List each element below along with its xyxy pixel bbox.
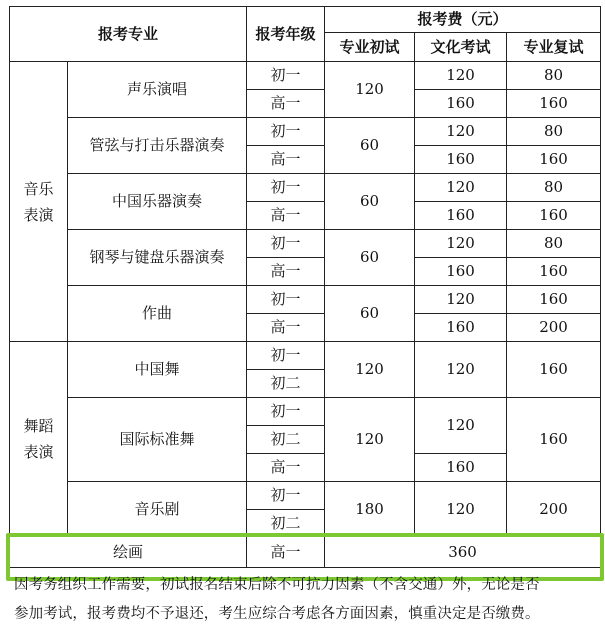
major-name: 音乐剧 bbox=[68, 482, 247, 537]
table-row bbox=[10, 230, 601, 258]
grade-cell: 初二 bbox=[247, 426, 325, 454]
grade-cell: 高一 bbox=[247, 202, 325, 230]
table-row-painting bbox=[10, 537, 601, 568]
grade-cell: 高一 bbox=[247, 90, 325, 118]
notice-line-1: 因考务组织工作需要，初试报名结束后除不可抗力因素（不含交通）外，无论是否 bbox=[14, 577, 540, 593]
culture-fee: 160 bbox=[415, 90, 507, 118]
group-dance: 舞蹈表演 bbox=[10, 342, 68, 537]
retest-fee: 160 bbox=[507, 398, 601, 482]
header-fee: 报考费（元） bbox=[325, 7, 601, 33]
prelim-fee: 120 bbox=[325, 62, 415, 118]
table-row bbox=[10, 286, 601, 314]
retest-fee: 160 bbox=[507, 258, 601, 286]
table-row bbox=[10, 482, 601, 510]
table-row bbox=[10, 342, 601, 370]
table-row bbox=[10, 62, 601, 90]
grade-cell: 初一 bbox=[247, 174, 325, 202]
culture-fee: 160 bbox=[415, 314, 507, 342]
prelim-fee: 120 bbox=[325, 342, 415, 398]
culture-fee: 120 bbox=[415, 230, 507, 258]
major-name: 中国舞 bbox=[68, 342, 247, 398]
notice-line-2: 参加考试，报考费均不予退还，考生应综合考虑各方面因素，慎重决定是否缴费。 bbox=[14, 606, 540, 622]
major-name: 中国乐器演奏 bbox=[68, 174, 247, 230]
grade-cell: 初一 bbox=[247, 118, 325, 146]
retest-fee: 80 bbox=[507, 230, 601, 258]
major-name: 国际标准舞 bbox=[68, 398, 247, 482]
prelim-fee: 60 bbox=[325, 174, 415, 230]
grade-cell: 高一 bbox=[247, 146, 325, 174]
retest-fee: 200 bbox=[507, 314, 601, 342]
culture-fee: 120 bbox=[415, 482, 507, 537]
retest-fee: 160 bbox=[507, 286, 601, 314]
retest-fee: 200 bbox=[507, 482, 601, 537]
culture-fee: 120 bbox=[415, 62, 507, 90]
header-culture: 文化考试 bbox=[415, 33, 507, 62]
header-prelim: 专业初试 bbox=[325, 33, 415, 62]
retest-fee: 160 bbox=[507, 146, 601, 174]
grade-cell: 初二 bbox=[247, 510, 325, 537]
culture-fee: 120 bbox=[415, 174, 507, 202]
culture-fee: 160 bbox=[415, 146, 507, 174]
retest-fee: 80 bbox=[507, 118, 601, 146]
retest-fee: 160 bbox=[507, 202, 601, 230]
retest-fee: 160 bbox=[507, 90, 601, 118]
culture-fee: 160 bbox=[415, 454, 507, 482]
prelim-fee: 60 bbox=[325, 118, 415, 174]
retest-fee: 80 bbox=[507, 62, 601, 90]
retest-fee: 80 bbox=[507, 174, 601, 202]
grade-cell: 初一 bbox=[247, 482, 325, 510]
header-retest: 专业复试 bbox=[507, 33, 601, 62]
grade-cell: 高一 bbox=[247, 537, 325, 568]
header-grade: 报考年级 bbox=[247, 7, 325, 62]
grade-cell: 初一 bbox=[247, 230, 325, 258]
culture-fee: 120 bbox=[415, 398, 507, 454]
fee-table bbox=[9, 6, 601, 568]
group-music: 音乐表演 bbox=[10, 62, 68, 342]
prelim-fee: 60 bbox=[325, 286, 415, 342]
culture-fee: 160 bbox=[415, 258, 507, 286]
culture-fee: 120 bbox=[415, 118, 507, 146]
grade-cell: 初一 bbox=[247, 398, 325, 426]
major-name: 钢琴与键盘乐器演奏 bbox=[68, 230, 247, 286]
major-name: 声乐演唱 bbox=[68, 62, 247, 118]
table-row bbox=[10, 118, 601, 146]
grade-cell: 高一 bbox=[247, 258, 325, 286]
grade-cell: 初一 bbox=[247, 342, 325, 370]
retest-fee: 160 bbox=[507, 342, 601, 398]
culture-fee: 160 bbox=[415, 202, 507, 230]
grade-cell: 初一 bbox=[247, 62, 325, 90]
header-major: 报考专业 bbox=[10, 7, 247, 62]
grade-cell: 初二 bbox=[247, 370, 325, 398]
prelim-fee: 120 bbox=[325, 398, 415, 482]
culture-fee: 120 bbox=[415, 342, 507, 398]
table-row bbox=[10, 398, 601, 426]
prelim-fee: 60 bbox=[325, 230, 415, 286]
culture-fee: 120 bbox=[415, 286, 507, 314]
grade-cell: 高一 bbox=[247, 454, 325, 482]
prelim-fee: 180 bbox=[325, 482, 415, 537]
major-name: 绘画 bbox=[10, 537, 247, 568]
major-name: 作曲 bbox=[68, 286, 247, 342]
grade-cell: 初一 bbox=[247, 286, 325, 314]
total-fee: 360 bbox=[325, 537, 601, 568]
major-name: 管弦与打击乐器演奏 bbox=[68, 118, 247, 174]
grade-cell: 高一 bbox=[247, 314, 325, 342]
notice-text bbox=[14, 571, 602, 629]
table-row bbox=[10, 174, 601, 202]
